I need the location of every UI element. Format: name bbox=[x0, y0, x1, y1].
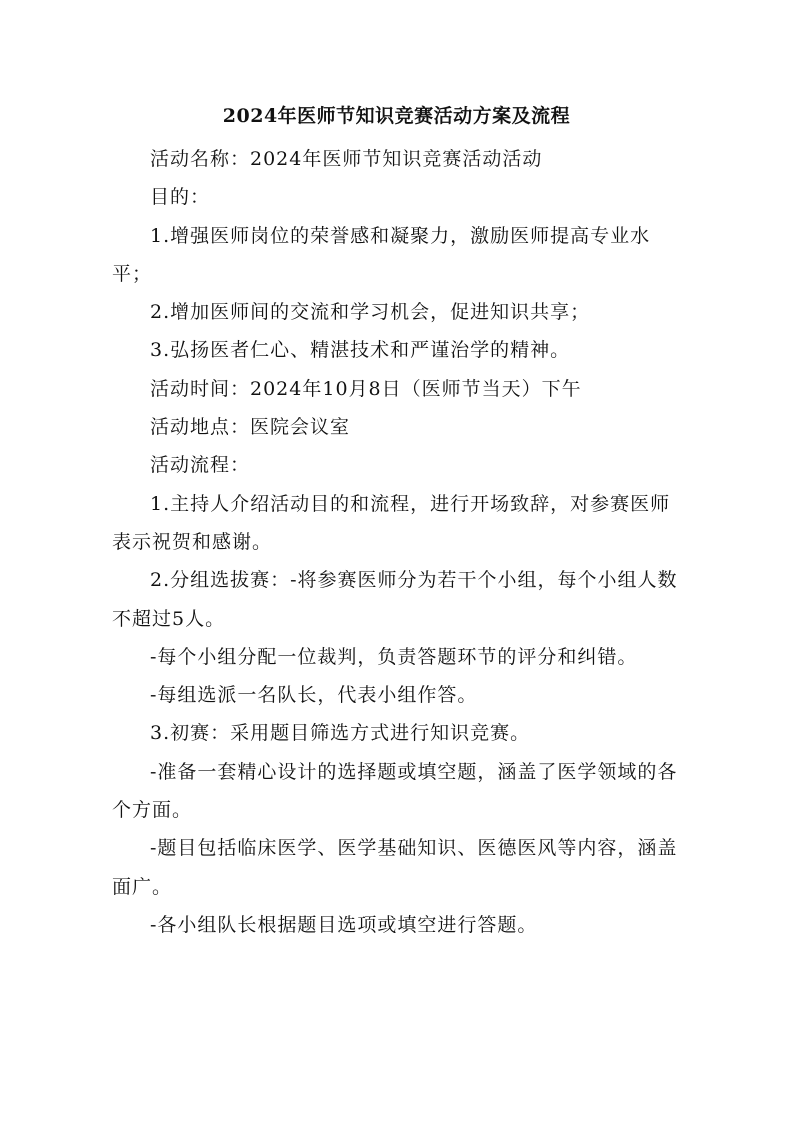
paragraph-purpose-2: 2.增加医师间的交流和学习机会，促进知识共享； bbox=[150, 301, 591, 324]
paragraph-process-2: 2.分组选拔赛：-将参赛医师分为若干个小组，每个小组人数不超过5人。 bbox=[112, 569, 678, 630]
paragraph-process-3: 3.初赛：采用题目筛选方式进行知识竞赛。 bbox=[150, 722, 531, 745]
paragraph-process-3-questions: -准备一套精心设计的选择题或填空题，涵盖了医学领域的各个方面。 bbox=[112, 760, 678, 822]
document-body bbox=[112, 140, 682, 944]
paragraph-process-3-content: -题目包括临床医学、医学基础知识、医德医风等内容，涵盖面广。 bbox=[112, 837, 678, 898]
paragraph-process-2-referee: -每个小组分配一位裁判，负责答题环节的评分和纠错。 bbox=[150, 645, 638, 668]
paragraph-activity-name: 活动名称：2024年医师节知识竞赛活动活动 bbox=[150, 148, 543, 170]
paragraph-process-3-answering: -各小组队长根据题目选项或填空进行答题。 bbox=[150, 913, 538, 936]
paragraph-purpose-3: 3.弘扬医者仁心、精湛技术和严谨治学的精神。 bbox=[150, 339, 571, 362]
document-title: 2024年医师节知识竞赛活动方案及流程 bbox=[222, 105, 571, 127]
paragraph-activity-location: 活动地点：医院会议室 bbox=[150, 416, 351, 439]
paragraph-process-1: 1.主持人介绍活动目的和流程，进行开场致辞，对参赛医师表示祝贺和感谢。 bbox=[112, 492, 671, 553]
paragraph-process-heading: 活动流程： bbox=[150, 454, 251, 477]
paragraph-purpose-1: 1.增强医师岗位的荣誉感和凝聚力，激励医师提高专业水平； bbox=[112, 224, 651, 285]
paragraph-purpose-heading: 目的： bbox=[150, 186, 211, 209]
paragraph-activity-time: 活动时间：2024年10月8日（医师节当天）下午 bbox=[150, 377, 582, 400]
paragraph-process-2-captain: -每组选派一名队长，代表小组作答。 bbox=[150, 684, 478, 707]
